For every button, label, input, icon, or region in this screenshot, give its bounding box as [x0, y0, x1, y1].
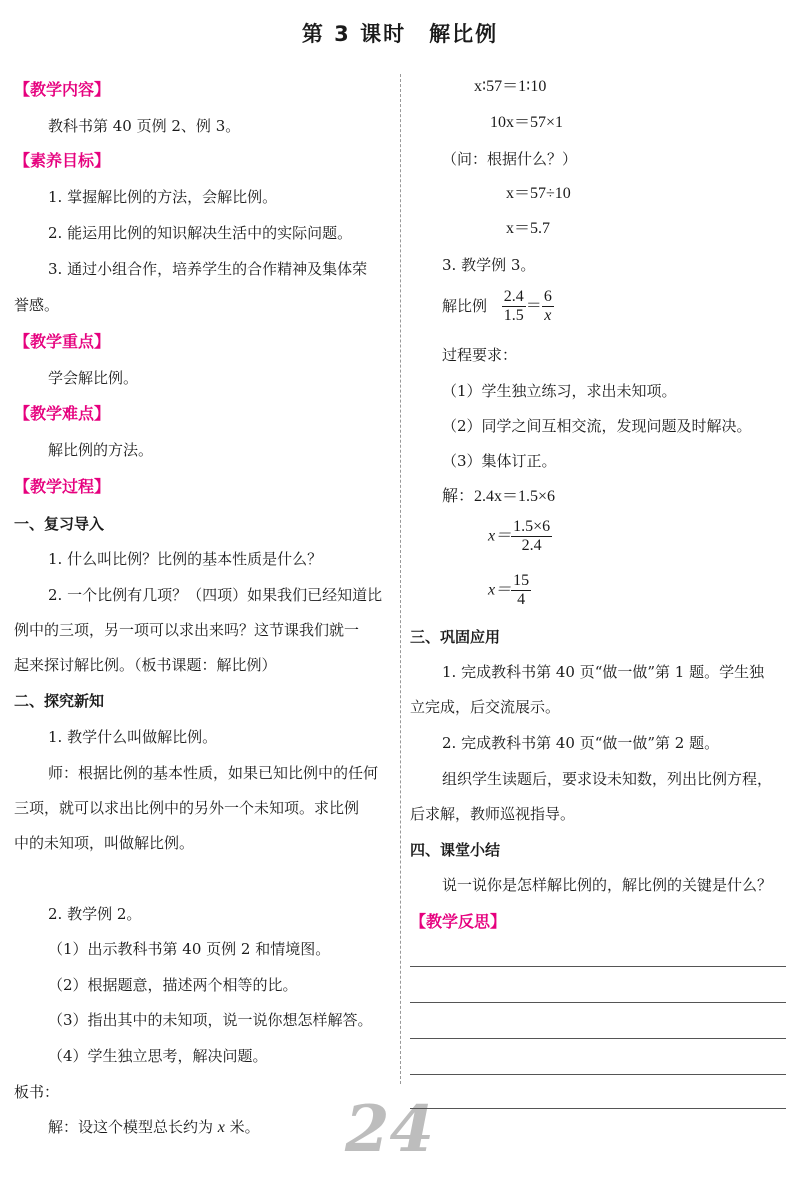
example-2-step3: （3）指出其中的未知项，说一说你想怎样解答。	[48, 1011, 373, 1029]
solution-lhs: x＝	[488, 527, 512, 545]
requirements-label: 过程要求：	[442, 346, 518, 364]
fraction-numerator: 15	[513, 572, 530, 589]
example-3-proportion	[442, 288, 554, 324]
fraction-numerator: 2.4	[503, 288, 524, 305]
section-explore: 二、探究新知	[14, 692, 105, 710]
example-3: 3. 教学例 3。	[442, 256, 536, 274]
solution-variable: x	[217, 1119, 225, 1136]
teaching-content-text: 教科书第 40 页例 2、例 3。	[48, 117, 241, 135]
fraction-numerator: 1.5×6	[513, 518, 551, 535]
example-2-step4: （4）学生独立思考，解决问题。	[48, 1047, 268, 1065]
question-basis: （问：根据什么？）	[442, 150, 578, 168]
fraction-denominator: 2.4	[521, 536, 542, 554]
section-review: 一、复习导入	[14, 515, 105, 533]
difficulty-text: 解比例的方法。	[48, 441, 154, 459]
explore-teacher-line3: 中的未知项，叫做解比例。	[14, 834, 195, 852]
board-label: 板书：	[14, 1083, 60, 1101]
heading-process: 【教学过程】	[14, 477, 111, 496]
solution-prefix: 解：设这个模型总长约为	[48, 1118, 218, 1136]
section-summary: 四、课堂小结	[410, 841, 501, 859]
consolidate-2: 2. 完成教科书第 40 页“做一做”第 2 题。	[442, 734, 720, 752]
reflection-line	[410, 1108, 786, 1109]
goal-2: 2. 能运用比例的知识解决生活中的实际问题。	[48, 224, 353, 242]
review-q1: 1. 什么叫比例？比例的基本性质是什么？	[48, 550, 323, 568]
section-consolidate: 三、巩固应用	[410, 628, 501, 646]
reflection-line	[410, 1038, 786, 1039]
heading-reflection: 【教学反思】	[410, 912, 507, 931]
heading-difficulty: 【教学难点】	[14, 404, 111, 423]
explore-1: 1. 教学什么叫做解比例。	[48, 728, 218, 746]
example-2-step1: （1）出示教科书第 40 页例 2 和情境图。	[48, 940, 331, 958]
consolidate-1-line1: 1. 完成教科书第 40 页“做一做”第 1 题。学生独	[442, 663, 765, 681]
consolidate-3-line1: 组织学生读题后，要求设未知数，列出比例方程，	[442, 770, 773, 788]
goal-1: 1. 掌握解比例的方法，会解比例。	[48, 188, 278, 206]
example-2: 2. 教学例 2。	[48, 905, 142, 923]
explore-teacher-line2: 三项，就可以求出比例中的另外一个未知项。求比例	[14, 799, 360, 817]
fraction-6-over-x	[542, 288, 554, 324]
equation-3: x＝57÷10	[506, 185, 571, 202]
explore-teacher-line1: 师：根据比例的基本性质，如果已知比例中的任何	[48, 764, 379, 782]
column-divider	[400, 74, 401, 1084]
reflection-line	[410, 1074, 786, 1075]
reflection-line	[410, 1002, 786, 1003]
requirement-1: （1）学生独立练习，求出未知项。	[442, 382, 677, 400]
fraction-denominator: 4	[517, 590, 526, 608]
review-q2-line1: 2. 一个比例有几项？（四项）如果我们已经知道比	[48, 586, 383, 604]
goal-3-line2: 誉感。	[14, 296, 60, 314]
equation-4: x＝5.7	[506, 220, 551, 237]
heading-goals: 【素养目标】	[14, 151, 111, 170]
heading-teaching-content: 【教学内容】	[14, 80, 111, 99]
reflection-line	[410, 966, 786, 967]
board-solution	[48, 1118, 260, 1137]
fraction-numerator: 6	[543, 288, 552, 305]
requirement-3: （3）集体订正。	[442, 452, 557, 470]
solution-suffix: 米。	[224, 1118, 260, 1136]
heading-key-point: 【教学重点】	[14, 332, 111, 351]
requirement-2: （2）同学之间互相交流，发现问题及时解决。	[442, 417, 752, 435]
consolidate-3-line2: 后求解，教师巡视指导。	[410, 805, 576, 823]
equation-2: 10x＝57×1	[490, 114, 564, 131]
fraction-2.4-over-1.5	[502, 288, 526, 324]
summary-text: 说一说你是怎样解比例的，解比例的关键是什么？	[442, 876, 773, 894]
review-q2-line3: 起来探讨解比例。（板书课题：解比例）	[14, 656, 277, 674]
goal-3-line1: 3. 通过小组合作，培养学生的合作精神及集体荣	[48, 260, 368, 278]
solution-step-2	[488, 518, 552, 554]
page-title: 第 3 课时 解比例	[301, 22, 499, 46]
key-point-text: 学会解比例。	[48, 369, 139, 387]
example-2-step2: （2）根据题意，描述两个相等的比。	[48, 976, 298, 994]
consolidate-1-line2: 立完成，后交流展示。	[410, 698, 561, 716]
solve-proportion-label: 解比例	[442, 297, 488, 316]
fraction-15-over-4	[511, 572, 531, 608]
fraction-denominator: 1.5	[503, 306, 524, 324]
review-q2-line2: 例中的三项，另一项可以求出来吗？这节课我们就一	[14, 621, 360, 639]
solution-step-1: 解：2.4x＝1.5×6	[442, 488, 556, 505]
equals-sign: ＝	[525, 297, 542, 315]
page-number: 24	[345, 1092, 435, 1167]
fraction-1.5x6-over-2.4	[511, 518, 552, 554]
equation-1: x∶57＝1∶10	[474, 78, 547, 95]
solution-step-3	[488, 572, 531, 608]
fraction-denominator: x	[544, 306, 552, 324]
solution-lhs: x＝	[488, 581, 512, 599]
